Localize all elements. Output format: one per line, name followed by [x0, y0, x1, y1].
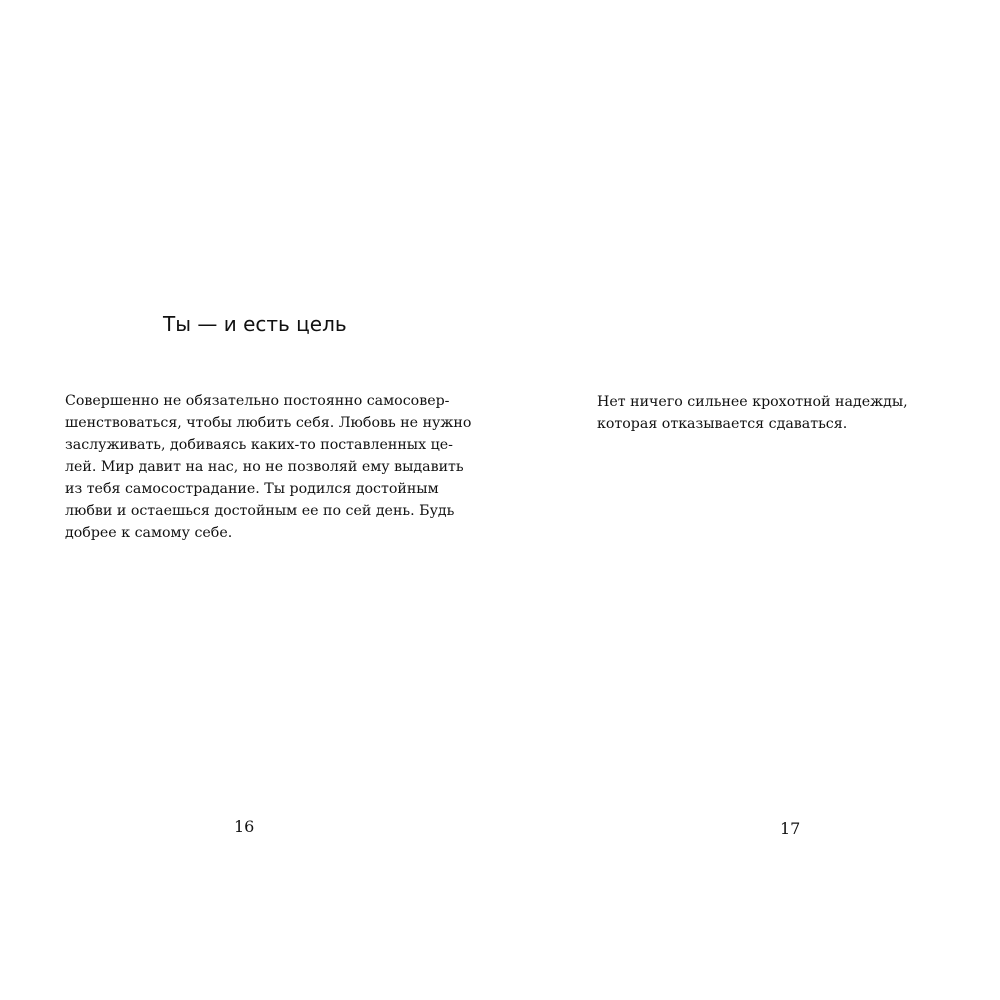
- right-page-quote: [597, 391, 908, 435]
- right-page: [500, 0, 1000, 1000]
- paragraph-line: любви и остаешься достойным ее по сей день. Будь: [65, 503, 455, 519]
- paragraph-line: добрее к самому себе.: [65, 525, 233, 541]
- quote-line: которая отказывается сдаваться.: [597, 416, 848, 432]
- paragraph-line: заслуживать, добиваясь каких-то поставленных це-: [65, 437, 453, 453]
- page-number-left: 16: [234, 817, 255, 836]
- left-page-paragraph: [65, 390, 471, 544]
- paragraph-line: Совершенно не обязательно постоянно самосовер-: [65, 393, 450, 409]
- quote-line: Нет ничего сильнее крохотной надежды,: [597, 394, 908, 410]
- paragraph-line: лей. Мир давит на нас, но не позволяй ему выдавить: [65, 459, 464, 475]
- page-number-right: 17: [780, 819, 801, 838]
- paragraph-line: шенствоваться, чтобы любить себя. Любовь не нужно: [65, 415, 472, 431]
- paragraph-line: из тебя самосострадание. Ты родился достойным: [65, 481, 439, 497]
- chapter-title: Ты — и есть цель: [163, 312, 347, 336]
